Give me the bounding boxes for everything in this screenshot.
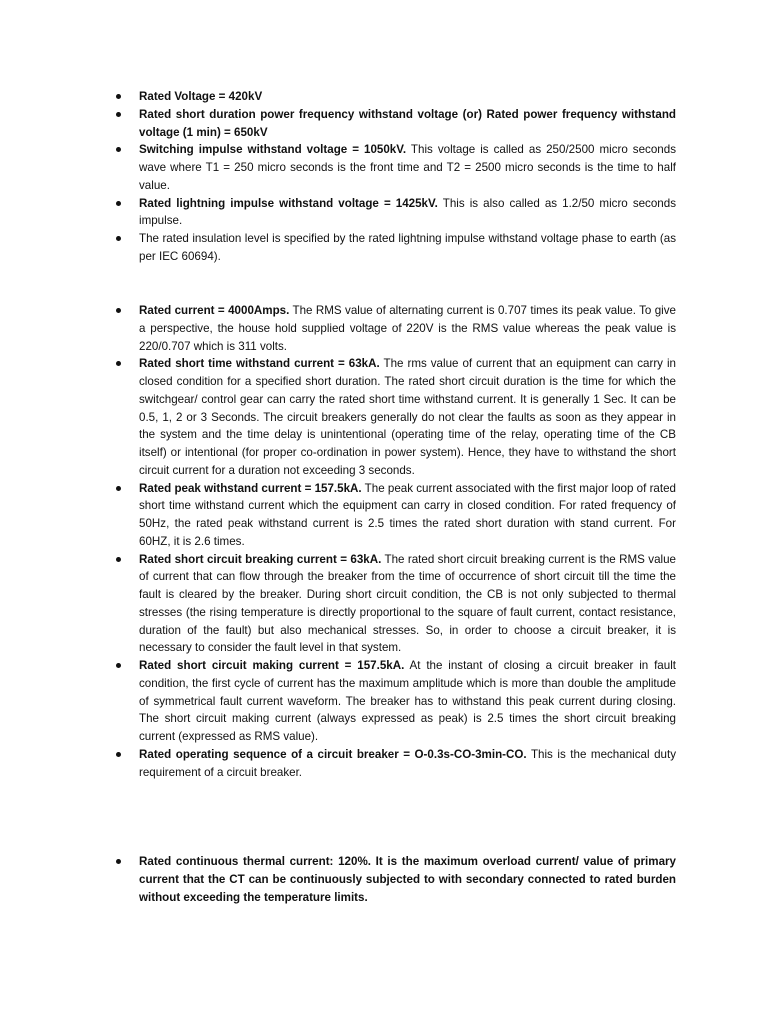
list-item-insulation-level [114, 230, 676, 266]
list-item-lightning-impulse [114, 195, 676, 231]
item-lead: Rated short circuit making current = 157.5kA. [139, 659, 405, 672]
list-item-short-circuit-breaking [114, 551, 676, 658]
item-text: The rms value of current that an equipment can carry in closed condition for a specified short duration. The rated short circuit duration is the time for which the switchgear/ control gear can carry the rated short time withstand current. It is generally 1 Sec. It can be 0.5, 1, 2 or 3 Seconds. The circuit breakers generally do not clear the faults as soon as they appear in the system and the time delay is unintentional (operating time of the relay, operating time of the CB itself) or intentional (for proper co-ordination in power system). Hence, they have to withstand the short circuit current for a duration not exceeding 3 seconds. [139, 357, 676, 477]
ct-ratings-list [114, 853, 676, 906]
item-lead: Rated peak withstand current = 157.5kA. [139, 481, 362, 495]
list-item-short-time-withstand [114, 355, 676, 479]
item-text: This is also called as 1.2/50 micro seconds impulse. [139, 196, 676, 228]
item-lead: Switching impulse withstand voltage = 1050kV. [139, 143, 407, 157]
item-text: The rated short circuit breaking current is the RMS value of current that can flow through the breaker from the time of occurrence of short circuit till the time the fault is cleared by the breaker. During short circuit condition, the CB is not only subjected to thermal stresses (the rising temperature is directly proportional to the square of fault current, contact resistance, duration of the fault) but also mechanical stresses. So, in order to choose a circuit breaker, it is necessary to consider the fault level in that system. [139, 552, 676, 655]
item-lead: Rated operating sequence of a circuit breaker = O-0.3s-CO-3min-CO. [139, 747, 527, 761]
item-lead: Rated Voltage = 420kV [139, 90, 263, 103]
item-text: This voltage is called as 250/2500 micro seconds wave where T1 = 250 micro seconds is the front time and T2 = 2500 micro seconds is the time to half value. [139, 143, 676, 192]
item-text: The rated insulation level is specified by the rated lightning impulse withstand voltage phase to earth (as per IEC 60694). [139, 232, 676, 263]
list-item-short-circuit-making [114, 657, 676, 746]
item-lead: Rated lightning impulse withstand voltage = 1425kV. [139, 196, 438, 210]
item-text: The RMS value of alternating current is 0.707 times its peak value. To give a perspective, the house hold supplied voltage of 220V is the RMS value whereas the peak value is 220/0.707 which is 311 volts. [139, 304, 676, 353]
item-lead: Rated short time withstand current = 63kA. [139, 357, 380, 371]
list-item-peak-withstand [114, 480, 676, 551]
item-text: At the instant of closing a circuit breaker in fault condition, the first cycle of current has the maximum amplitude which is more than double the amplitude of symmetrical fault current waveform. The breaker has to withstand this peak current during closing. The short circuit making current (always expressed as peak) is 2.5 times the short circuit breaking current (expressed as RMS value). [139, 659, 676, 743]
list-item-power-frequency-withstand [114, 106, 676, 142]
list-item-switching-impulse [114, 141, 676, 194]
item-lead: Rated current = 4000Amps. [139, 304, 290, 317]
voltage-ratings-list [114, 88, 676, 266]
list-item-rated-voltage [114, 88, 676, 106]
item-lead: Rated short circuit breaking current = 63kA. [139, 552, 382, 566]
item-lead: Rated short duration power frequency withstand voltage (or) Rated power frequency withstand voltage (1 min) = 650kV [139, 107, 676, 139]
list-item-rated-current [114, 302, 676, 355]
list-item-operating-sequence [114, 746, 676, 782]
list-item-continuous-thermal-current [114, 853, 676, 906]
item-lead: Rated continuous thermal current: 120%. It is the maximum overload current/ value of primary current that the CT can be continuously subjected to with secondary connected to rated burden without exceeding the temperature limits. [139, 855, 676, 904]
item-text: This is the mechanical duty requirement of a circuit breaker. [139, 747, 676, 779]
current-ratings-list [114, 302, 676, 781]
item-text: The peak current associated with the first major loop of rated short time withstand current which the equipment can carry in closed condition. For rated frequency of 50Hz, the rated peak withstand current is 2.5 times the rated short duration with stand current. For 60HZ, it is 2.6 times. [139, 481, 676, 548]
